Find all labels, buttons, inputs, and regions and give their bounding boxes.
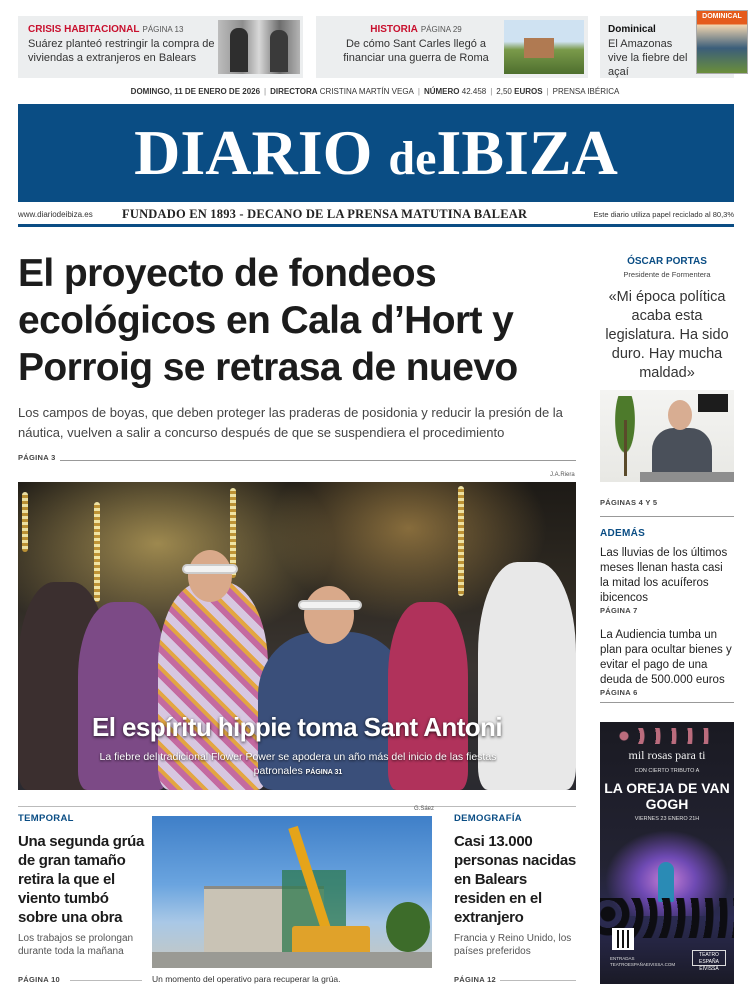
sunglasses — [298, 600, 362, 610]
ad-tickets: ENTRADAS TEATROESPAÑAEIVISSA.COM — [610, 956, 676, 967]
main-page-ref: PÁGINA 3 — [18, 453, 56, 462]
temporal-kicker: TEMPORAL — [18, 813, 74, 824]
crane-photo[interactable] — [152, 816, 432, 968]
face — [188, 550, 232, 602]
teaser-dominical[interactable] — [600, 13, 742, 78]
hero-subtitle: La fiebre del tradicional Flower Power se apodera un año más del inicio de las fiestas patronales PÁGINA 31 — [99, 751, 497, 777]
side-news-page-ref: PÁGINA 6 — [600, 688, 638, 697]
interviewee-role: Presidente de Formentera — [623, 270, 711, 279]
tagline-row — [18, 205, 734, 227]
divider — [600, 516, 734, 517]
interviewee-photo — [600, 390, 734, 482]
teaser-historia[interactable] — [316, 16, 588, 78]
teaser-crisis-habitacional[interactable] — [18, 16, 303, 78]
temporal-subhead: Los trabajos se prolongan durante toda la mañana — [18, 933, 134, 957]
photo-credit: G.Sáez — [414, 806, 435, 812]
ad-show-title: mil rosas para ti — [628, 748, 706, 762]
road — [152, 952, 432, 968]
magazine-cover-thumbnail — [696, 10, 748, 74]
masthead[interactable] — [18, 104, 734, 202]
qr-code-icon[interactable] — [612, 928, 634, 950]
singer — [658, 862, 674, 902]
light-garland — [22, 492, 28, 552]
sunglasses — [182, 564, 238, 574]
divider — [18, 806, 576, 807]
divider — [60, 460, 576, 461]
top-teasers — [18, 13, 742, 78]
divider — [500, 980, 576, 981]
teaser-kicker: CRISIS HABITACIONAL PÁGINA 13 — [28, 24, 184, 35]
ad-band-name: LA OREJA DE VAN GOGH — [604, 780, 730, 812]
side-news-page-ref: PÁGINA 7 — [600, 606, 638, 615]
teaser-headline: Suárez planteó restringir la compra de viviendas a extranjeros en Balears — [28, 38, 215, 64]
interview-page-ref: PÁGINAS 4 Y 5 — [600, 498, 658, 507]
screen — [698, 394, 728, 412]
ad-venue-logo: TEATRO ESPAÑA EIVISSA — [692, 950, 726, 966]
demografia-kicker: DEMOGRAFÍA — [454, 813, 522, 824]
light-garland — [94, 502, 100, 602]
newspaper-title: DIARIO deIBIZA — [134, 117, 618, 188]
magazine-title: DOMINICAL — [702, 13, 742, 20]
tagline: FUNDADO EN 1893 - DECANO DE LA PRENSA MATUTINA BALEAR — [122, 207, 528, 221]
recycled-paper-note: Este diario utiliza papel reciclado al 80,3% — [593, 210, 734, 219]
divider — [600, 702, 734, 703]
main-subhead: Los campos de boyas, que deben proteger las praderas de posidonia y reducir la presión de la náutica, vuelven a salir a concurso después de que se suspendiera el procedimiento — [18, 405, 563, 440]
interviewee-face — [668, 400, 692, 430]
teaser-headline: El Amazonas vive la fiebre del açaí — [608, 38, 688, 78]
ad-date: VIERNES 23 ENERO 21H — [634, 816, 700, 822]
side-news-item[interactable]: La Audiencia tumba un plan para ocultar bienes y evitar el pago de una deuda de 500.000 euros — [600, 629, 732, 686]
teaser-photo — [504, 20, 584, 74]
hero-title: El espíritu hippie toma Sant Antoni — [92, 712, 502, 742]
tree — [386, 902, 430, 952]
interviewee-name: ÓSCAR PORTAS — [627, 256, 707, 267]
face — [304, 586, 354, 644]
teaser-headline: De cómo Sant Carles llegó a financiar una guerra de Roma — [343, 38, 489, 64]
temporal-headline[interactable]: Una segunda grúa de gran tamaño retira la que el viento tumbó sobre una obra — [18, 833, 145, 926]
photo-credit: J.A.Riera — [550, 472, 575, 478]
ad-tribute-label: CON CIERTO TRIBUTO A — [634, 768, 700, 774]
light-garland — [458, 486, 464, 596]
interview-quote[interactable]: «Mi época política acaba esta legislatura. Ha sido duro. Hay mucha maldad» — [605, 289, 729, 381]
desk — [640, 472, 734, 482]
main-headline[interactable]: El proyecto de fondeos ecológicos en Cala d’Hort y Porroig se retrasa de nuevo — [18, 252, 518, 389]
temporal-page-ref: PÁGINA 10 — [18, 975, 61, 984]
teaser-photo — [218, 20, 300, 74]
concert-advertisement[interactable] — [600, 722, 734, 984]
roses-decoration — [616, 728, 718, 744]
crane-photo-caption: Un momento del operativo para recuperar la grúa. — [152, 974, 341, 984]
divider — [70, 980, 142, 981]
plant-stem — [624, 420, 627, 476]
website-url[interactable]: www.diariodeibiza.es — [18, 210, 93, 219]
dateline: DOMINGO, 11 DE ENERO DE 2026 | DIRECTORA CRISTINA MARTÍN VEGA | NÚMERO 42.458 | 2,50 EUROS | PRENSA IBÉRICA — [130, 87, 620, 96]
teaser-kicker: Dominical — [608, 24, 656, 35]
hero-photo[interactable] — [18, 482, 576, 790]
demografia-headline[interactable]: Casi 13.000 personas nacidas en Balears residen en el extranjero — [454, 833, 576, 926]
teaser-kicker: HISTORIA PÁGINA 29 — [370, 24, 462, 35]
side-news-item[interactable]: Las lluvias de los últimos meses llenan hasta casi la mitad los acuíferos ibicencos — [600, 547, 728, 604]
ademas-label: ADEMÁS — [600, 528, 646, 539]
demografia-subhead: Francia y Reino Unido, los países preferidos — [454, 933, 572, 957]
demografia-page-ref: PÁGINA 12 — [454, 975, 497, 984]
